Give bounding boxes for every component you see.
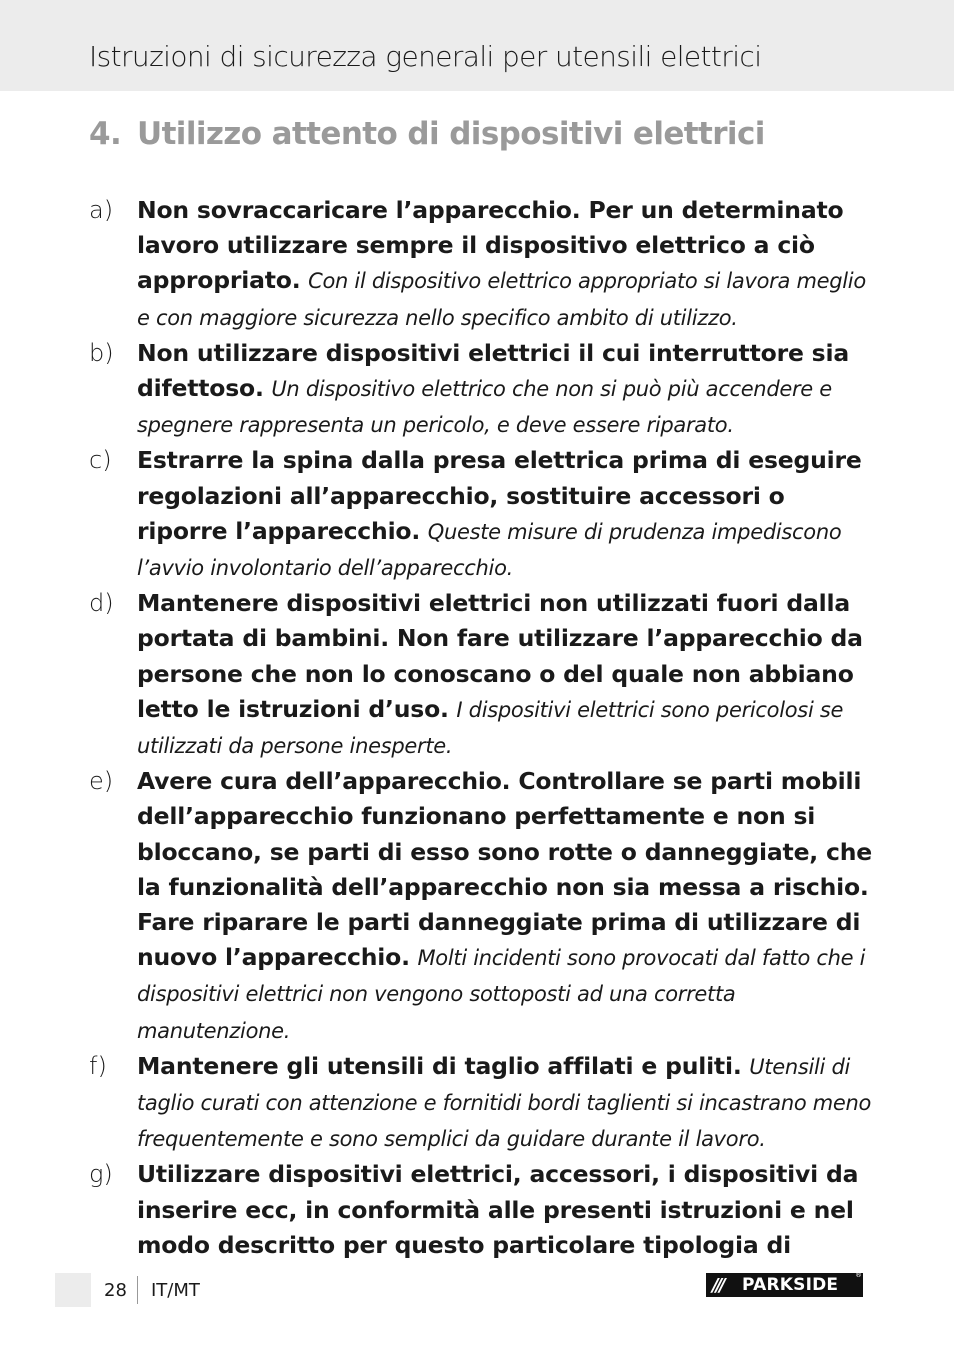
item-bold-text: Mantenere gli utensili di taglio affilati e puliti. bbox=[137, 1051, 742, 1080]
item-letter: a) bbox=[89, 196, 114, 224]
section-number: 4. bbox=[89, 116, 122, 152]
item-letter: e) bbox=[89, 767, 114, 796]
item-letter: g) bbox=[89, 1160, 113, 1189]
parkside-logo bbox=[706, 1273, 863, 1297]
instruction-list bbox=[89, 193, 879, 1263]
section-heading bbox=[89, 116, 765, 152]
list-item bbox=[89, 443, 879, 586]
item-letter: c) bbox=[89, 446, 112, 475]
item-italic-text: Molti incidenti sono provocati dal fatto che i dispositivi elettrici non vengono sottoposti ad una corretta manutenzione. bbox=[137, 946, 866, 1043]
item-bold-text: Estrarre la spina dalla presa elettrica prima di eseguire regolazioni all’apparecchio, sostituire accessori o riporre l’apparecchio. bbox=[137, 446, 862, 545]
page-header-title: Istruzioni di sicurezza generali per utensili elettrici bbox=[89, 40, 762, 73]
item-letter: b) bbox=[89, 338, 114, 367]
list-item bbox=[89, 764, 879, 1049]
item-bold-text: Utilizzare dispositivi elettrici, accessori, i dispositivi da inserire ecc, in conformità alle presenti istruzioni e nel modo descritto per questo particolare tipologia di bbox=[137, 1160, 859, 1259]
item-italic-text: Con il dispositivo elettrico appropriato si lavora meglio e con maggiore sicurezza nello specifico ambito di utilizzo. bbox=[137, 269, 866, 330]
logo-slashes-icon: /// bbox=[712, 1274, 723, 1296]
list-item bbox=[89, 1049, 879, 1158]
registered-mark: ® bbox=[855, 1271, 862, 1279]
section-title: Utilizzo attento di dispositivi elettrici bbox=[137, 116, 765, 152]
item-letter: d) bbox=[89, 589, 114, 618]
language-code: IT/MT bbox=[151, 1280, 200, 1301]
item-italic-text: Queste misure di prudenza impediscono l’avvio involontario dell’apparecchio. bbox=[137, 519, 842, 581]
footer-divider bbox=[137, 1276, 138, 1304]
item-italic-text: I dispositivi elettrici sono pericolosi se utilizzati da persone inesperte. bbox=[137, 697, 844, 759]
logo-brand: PARKSIDE bbox=[742, 1275, 839, 1295]
item-letter: f) bbox=[89, 1051, 107, 1080]
list-item bbox=[89, 586, 879, 764]
item-bold-text: Avere cura dell’apparecchio. Controllare se parti mobili dell’apparecchio funzionano perfettamente e non si bloccano, se parti di esso sono rotte o danneggiate, che la funzionalità dell’apparecchio non sia messa a rischio. Fare riparare le parti danneggiate prima di utilizzare di nuovo l’apparecchio. bbox=[137, 767, 873, 972]
list-item bbox=[89, 336, 879, 444]
page-number: 28 bbox=[104, 1280, 127, 1301]
item-bold-text: Non utilizzare dispositivi elettrici il cui interruttore sia difettoso. bbox=[137, 338, 849, 403]
item-italic-text: Utensili di taglio curati con attenzione e fornitidi bordi taglienti si incastrano meno frequentemente e sono semplici da guidare durante il lavoro. bbox=[137, 1054, 872, 1152]
list-item bbox=[89, 1157, 879, 1263]
item-italic-text: Un dispositivo elettrico che non si può più accendere e spegnere rappresenta un pericolo, e deve essere riparato. bbox=[137, 377, 832, 438]
item-bold-text: Non sovraccaricare l’apparecchio. Per un determinato lavoro utilizzare sempre il dispositivo elettrico a ciò appropriato. bbox=[137, 196, 844, 295]
list-item bbox=[89, 193, 879, 336]
footer-marker bbox=[55, 1273, 91, 1307]
item-bold-text: Mantenere dispositivi elettrici non utilizzati fuori dalla portata di bambini. Non fare utilizzare l’apparecchio da persone che non lo conoscano o del quale non abbiano letto le istruzioni d’uso. bbox=[137, 589, 863, 723]
